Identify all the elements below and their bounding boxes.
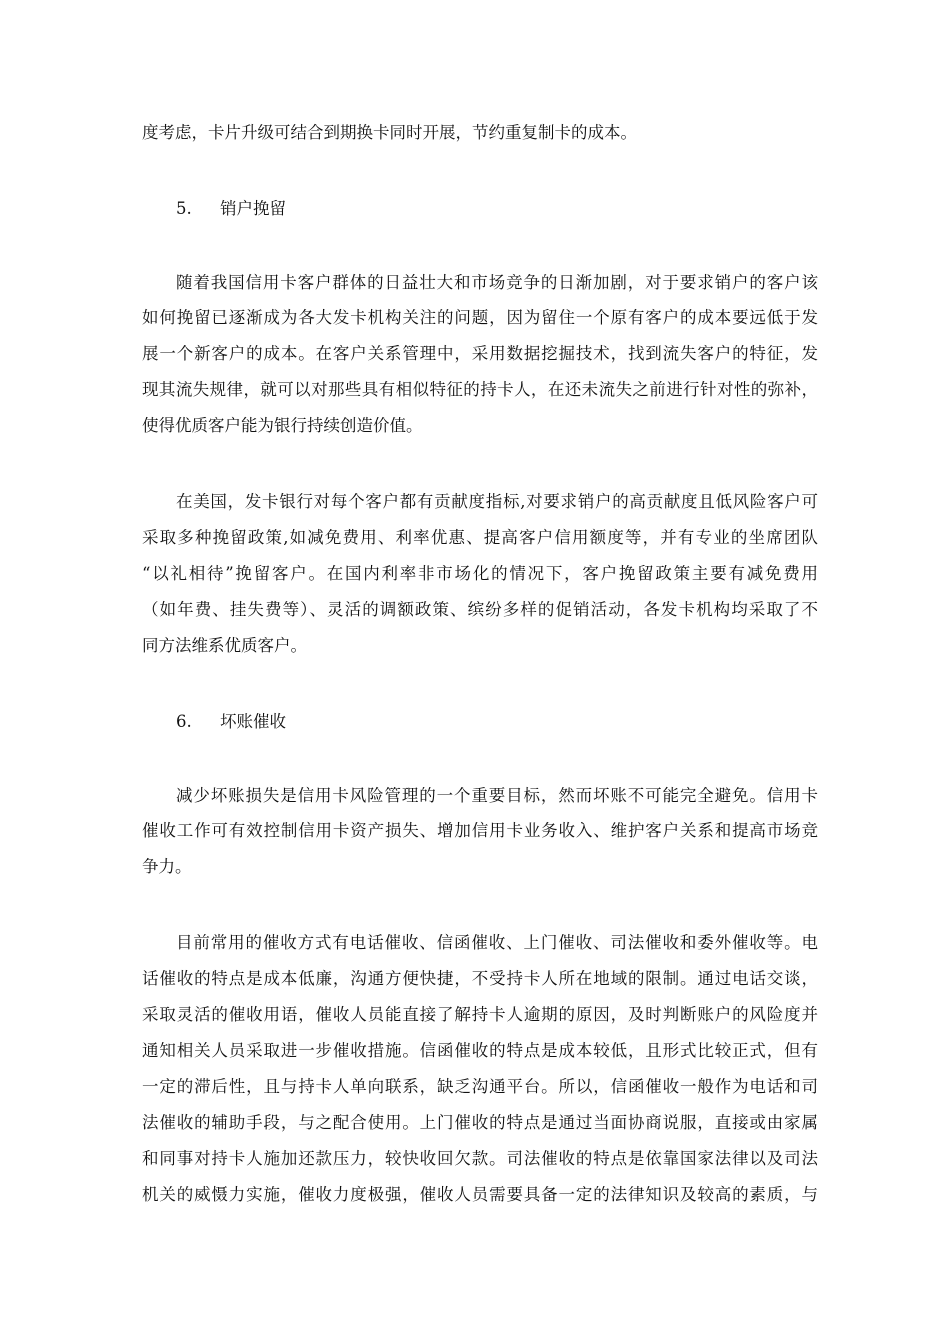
section-5-heading	[176, 198, 286, 220]
s6-p2-line-2: 话催收的特点是成本低廉，沟通方便快捷，不受持卡人所在地域的限制。通过电话交谈，	[142, 969, 818, 988]
s5-p2-line-1: 在美国，发卡银行对每个客户都有贡献度指标,对要求销户的高贡献度且低风险客户可	[176, 492, 818, 511]
section-6-heading	[176, 711, 286, 733]
s6-p2-line-6: 法催收的辅助手段，与之配合使用。上门催收的特点是通过当面协商说服，直接或由家属	[142, 1113, 818, 1132]
s6-p1-line-2: 催收工作可有效控制信用卡资产损失、增加信用卡业务收入、维护客户关系和提高市场竞	[142, 821, 818, 840]
s6-p2-line-7: 和同事对持卡人施加还款压力，较快收回欠款。司法催收的特点是依靠国家法律以及司法	[142, 1149, 818, 1168]
s6-p2-line-3: 采取灵活的催收用语，催收人员能直接了解持卡人逾期的原因，及时判断账户的风险度并	[142, 1005, 818, 1024]
s5-p2-line-4: （如年费、挂失费等）、灵活的调额政策、缤纷多样的促销活动，各发卡机构均采取了不	[142, 600, 818, 619]
section-5-number: 5.	[176, 199, 192, 218]
section-6-title: 坏账催收	[220, 712, 286, 731]
s5-p1-line-5: 使得优质客户能为银行持续创造价值。	[142, 416, 423, 435]
s6-p2-line-1: 目前常用的催收方式有电话催收、信函催收、上门催收、司法催收和委外催收等。电	[176, 933, 818, 952]
section-5-title: 销户挽留	[220, 199, 286, 218]
s6-p2-line-8: 机关的威慑力实施，催收力度极强，催收人员需要具备一定的法律知识及较高的素质，与	[142, 1185, 818, 1204]
s5-p1-line-1: 随着我国信用卡客户群体的日益壮大和市场竞争的日渐加剧，对于要求销户的客户该	[176, 273, 818, 292]
s5-p1-line-4: 现其流失规律，就可以对那些具有相似特征的持卡人，在还未流失之前进行针对性的弥补，	[142, 380, 818, 399]
s5-p2-line-2: 采取多种挽留政策,如减免费用、利率优惠、提高客户信用额度等，并有专业的坐席团队	[142, 528, 818, 547]
s5-p2-line-3: “以礼相待”挽留客户。在国内利率非市场化的情况下，客户挽留政策主要有减免费用	[142, 564, 818, 583]
intro-line-1: 度考虑，卡片升级可结合到期换卡同时开展，节约重复制卡的成本。	[142, 123, 637, 142]
section-6-number: 6.	[176, 712, 192, 731]
s6-p2-line-5: 一定的滞后性，且与持卡人单向联系，缺乏沟通平台。所以，信函催收一般作为电话和司	[142, 1077, 818, 1096]
s5-p2-line-5: 同方法维系优质客户。	[142, 636, 307, 655]
s5-p1-line-2: 如何挽留已逐渐成为各大发卡机构关注的问题，因为留住一个原有客户的成本要远低于发	[142, 308, 818, 327]
s6-p1-line-1: 减少坏账损失是信用卡风险管理的一个重要目标，然而坏账不可能完全避免。信用卡	[176, 786, 818, 805]
s5-p1-line-3: 展一个新客户的成本。在客户关系管理中，采用数据挖掘技术，找到流失客户的特征，发	[142, 344, 818, 363]
s6-p1-line-3: 争力。	[142, 857, 192, 876]
s6-p2-line-4: 通知相关人员采取进一步催收措施。信函催收的特点是成本较低，且形式比较正式，但有	[142, 1041, 818, 1060]
